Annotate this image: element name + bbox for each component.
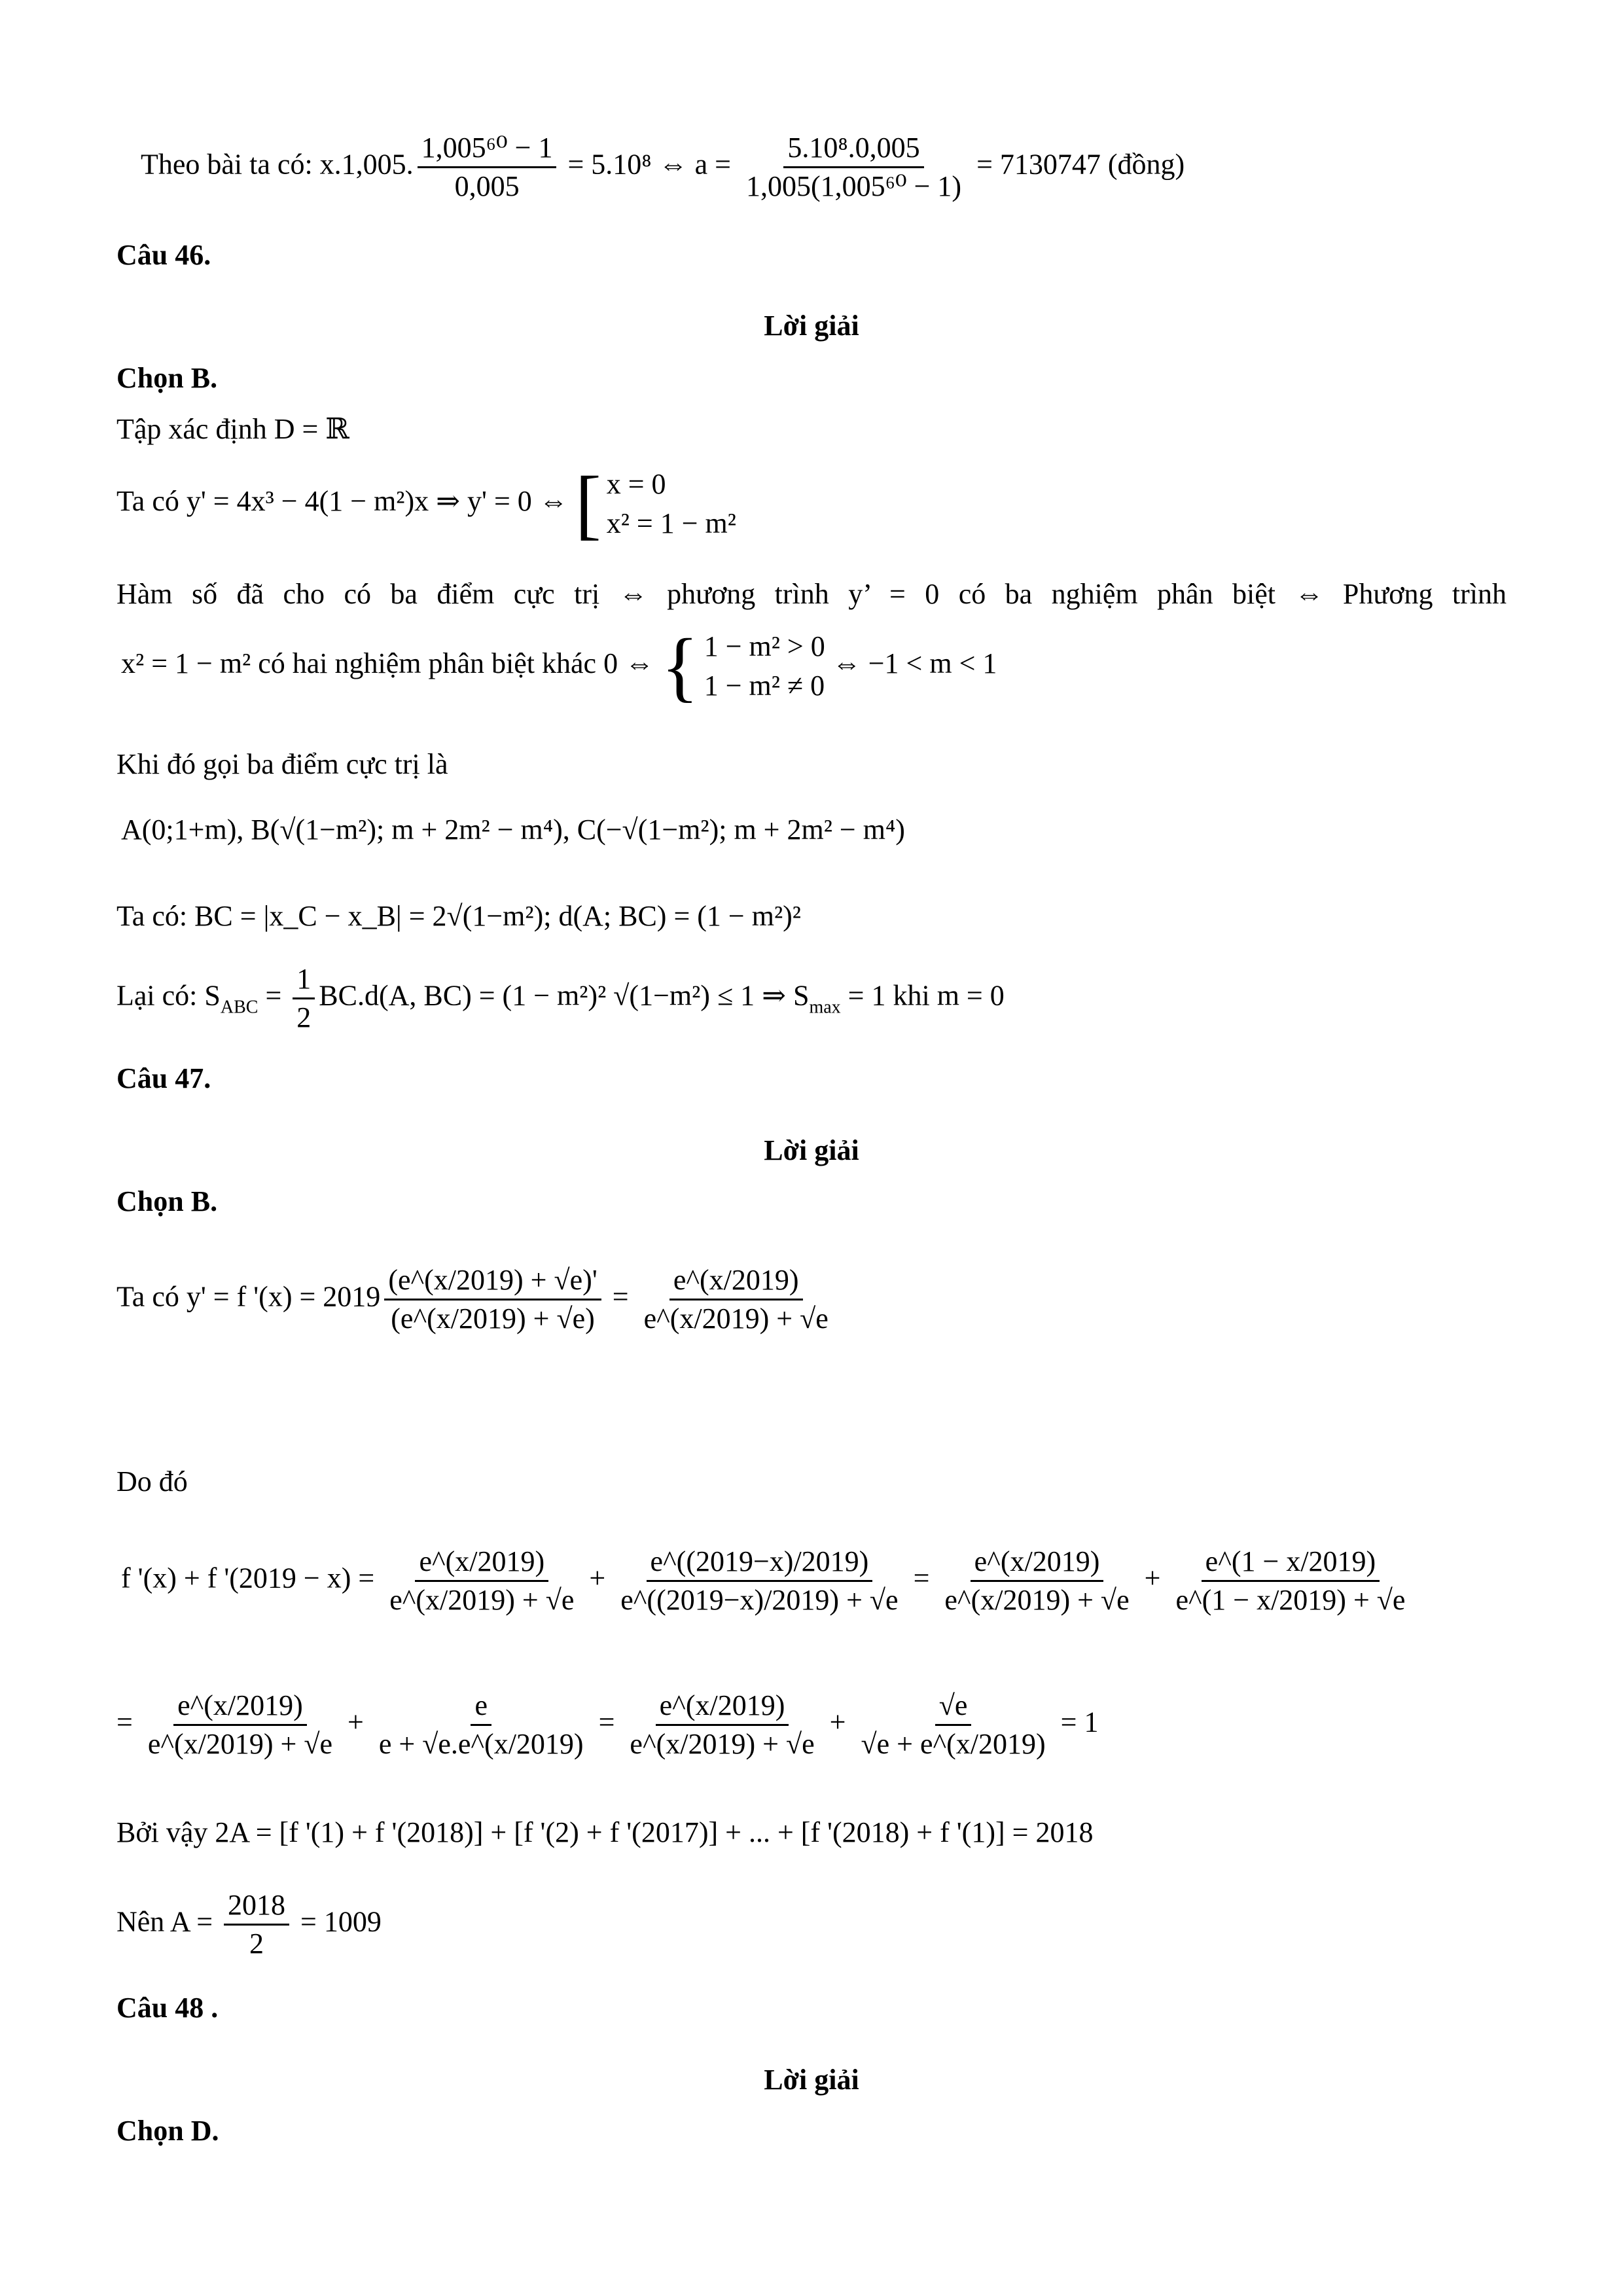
extrema-points: A(0;1+m), B(√(1−m²); m + 2m² − m⁴), C(−√(1−m²); m + 2m² − m⁴) [121,814,905,846]
text: Theo bài ta có: x.1,005. [141,148,414,181]
text: = 7130747 (đồng) [969,148,1185,181]
question-47-heading: Câu 47. [116,1062,211,1094]
extrema-intro: Khi đó gọi ba điểm cực trị là [116,748,448,780]
fraction: $\frac{\text{1,005⁶⁰ − 1}}{0,005}$ [418,131,557,204]
bc-distance-line: Ta có: BC = |x_C − x_B| = 2√(1−m²); d(A; BC) = (1 − m²)² [116,900,801,932]
choice-48: Chọn D. [116,2115,219,2147]
sum-total-line: Bởi vậy 2A = [f '(1) + f '(2018)] + [f '(2) + f '(2017)] + ... + [f '(2018) + f '(1)] = 2018 [116,1816,1094,1848]
solution-47-heading: Lời giải [764,1134,859,1166]
solution-46-heading: Lời giải [764,310,859,342]
area-line: Lại có: $S_{ABC}$ = $\frac{1}{2}$ BC.d(A, BC) = (1 − m²)² √(1−m²) ≤ 1 ⇒ $S_{max} = 1$ khi m = 0 [116,963,1005,1033]
system-brace: { 1 − m² > 0 1 − m² ≠ 0 [661,622,825,709]
sum-line-2: = $\frac{e\^{}(x/2019)}{e\^{}(x/2019) + √e}$ + $\frac{e}{e + √e.e\^{}(x/2019)}$ = $\frac{e\^{}(x/2019)}{e\^{}(x/2019) + √e}$ + $\frac{√e}{√e + e\^{}(x/2019)}$ = 1 [116,1689,1099,1760]
line-interest-formula [141,131,1185,204]
system-brace: [ x = 0 x² = 1 − m² [575,460,736,547]
fraction: $\frac{\text{5.10⁸.0,005}}{\text{1,005(1,005⁶⁰ − 1)}}$ [745,132,962,202]
solution-48-heading: Lời giải [764,2064,859,2096]
derivative-line-46: Ta có y' = 4x³ − 4(1 − m²)x ⇒ y' = 0 ⇔ [ x = 0 x² = 1 − m² [116,460,736,547]
result-line: Nên A = $\frac{2018}{2}$ = 1009 [116,1889,382,1960]
paragraph-line: Hàm số đã cho có ba điểm cực trị ⇔ phương trình y’ = 0 có ba nghiệm phân biệt ⇔ Phương trình [116,578,1507,610]
sum-line-1: f '(x) + f '(2019 − x) = $\frac{e\^{}(x/2019)}{e\^{}(x/2019) + √e}$ + $\frac{e\^{}((2019-x)/2019)}{e\^{}((2019-x)/2019) + √e}$ = $\frac{e\^{}(x/2019)}{e\^{}(x/2019) + √e}$ + $\frac{e\^{}(1 - x/2019)}{e\^{}(1 - x/2019) + √e}$ [121,1545,1406,1616]
question-46-heading: Câu 46. [116,239,211,271]
text: = 5.10⁸ ⇔ a = [560,148,738,181]
choice-47: Chọn B. [116,1185,218,1217]
choice-46: Chọn B. [116,362,218,394]
domain-line: Tập xác định D = ℝ [116,413,349,445]
derivative-line-47: Ta có y' = f '(x) = 2019 $\frac{(e\^{}(x/2019) + √e)'}{(e\^{}(x/2019) + √e)}$ = $\frac{e\^{}(x/2019)}{e\^{}(x/2019) + √e}$ [116,1264,829,1335]
therefore-line: Do đó [116,1465,188,1498]
condition-line: x² = 1 − m² có hai nghiệm phân biệt khác 0 ⇔ { 1 − m² > 0 1 − m² ≠ 0 ⇔ −1 < m < 1 [121,622,997,709]
question-48-heading: Câu 48 . [116,1992,219,2024]
